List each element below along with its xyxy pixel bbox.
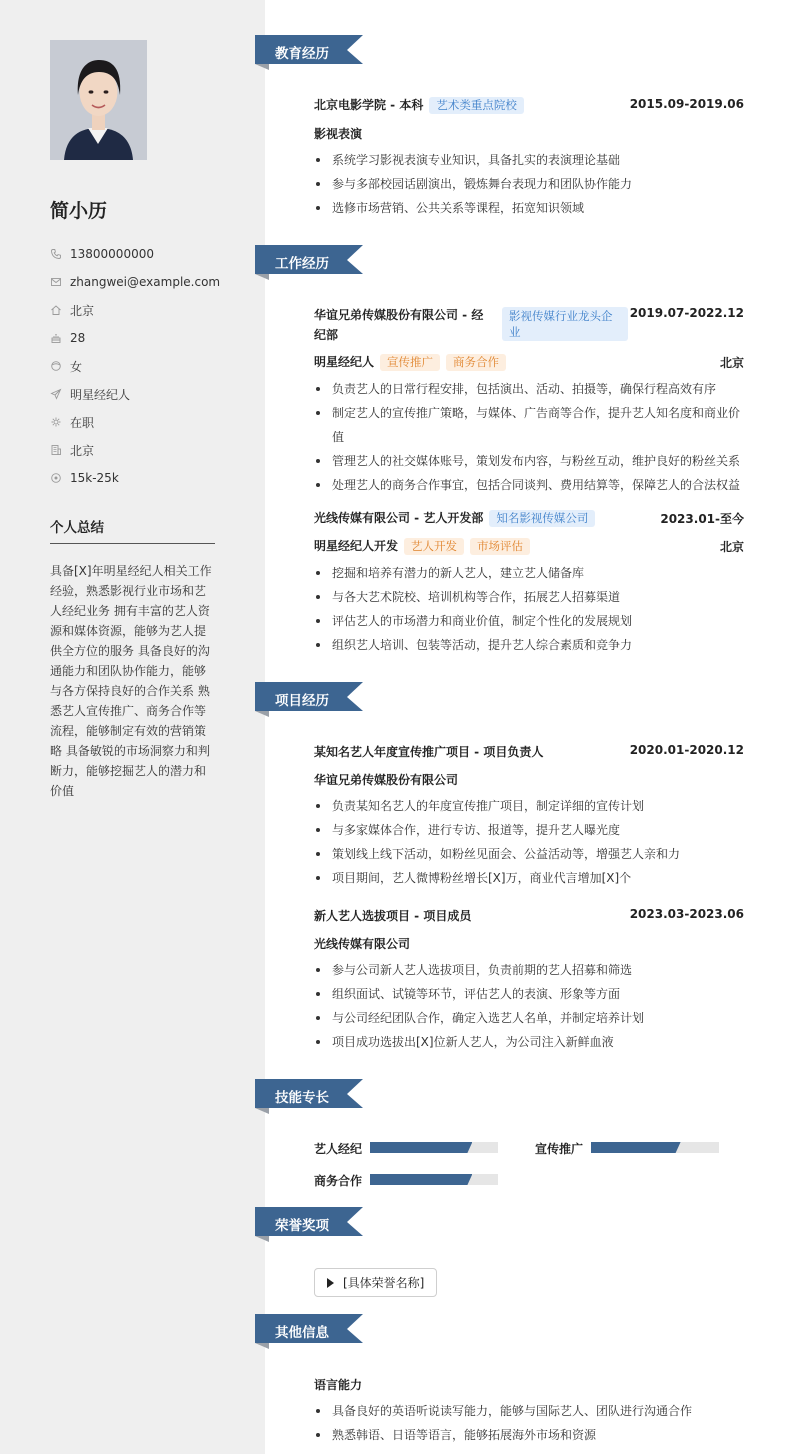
list-item: 组织艺人培训、包装等活动，提升艺人综合素质和竞争力 [314,633,744,657]
list-item: 负责某知名艺人的年度宣传推广项目，制定详细的宣传计划 [314,794,744,818]
role-tag: 宣传推广 [380,354,440,371]
summary-title: 个人总结 [50,520,104,536]
education-major: 影视表演 [314,127,363,141]
contact-gender [50,357,82,375]
status-value: 在职 [70,415,95,430]
list-item: 制定艺人的宣传推广策略，与媒体、广告商等合作，提升艺人知名度和商业价值 [314,401,744,449]
skill-fill [370,1142,472,1153]
other-title: 语言能力 [314,1378,363,1392]
list-item: 参与公司新人艺人选拔项目，负责前期的艺人招募和筛选 [314,958,744,982]
age-value: 28 [70,331,86,345]
project-2-org: 光线传媒有限公司 [314,937,411,951]
gender-value: 女 [70,359,83,374]
section-header-projects [255,682,365,724]
honor-name: [具体荣誉名称] [343,1276,425,1290]
phone-value: 13800000000 [70,247,154,261]
contact-email [50,273,220,291]
work-2-role-row [314,537,530,555]
skill-bar [591,1142,719,1153]
skill-bar [370,1142,498,1153]
email-value: zhangwei@example.com [70,275,221,289]
project-1-title: 某知名艺人年度宣传推广项目 - 项目负责人 [314,745,544,759]
home-icon [50,304,62,316]
other-bullets [314,1399,744,1447]
list-item: 管理艺人的社交媒体账号，策划发布内容，与粉丝互动，维护良好的粉丝关系 [314,449,744,473]
list-item: 组织面试、试镜等环节，评估艺人的表演、形象等方面 [314,982,744,1006]
building-icon [50,444,62,456]
age-icon [50,332,62,344]
phone-icon [50,248,62,260]
section-header-education [255,35,365,77]
contact-status [50,413,94,431]
work-1-bullets [314,377,744,497]
send-icon [50,388,62,400]
role-tag: 市场评估 [470,538,530,555]
section-title: 其他信息 [275,1325,329,1341]
project-1-org: 华谊兄弟传媒股份有限公司 [314,773,459,787]
role-tag: 商务合作 [446,354,506,371]
list-item: 选修市场营销、公共关系等课程，拓宽知识领域 [314,196,744,220]
section-header-skills [255,1079,365,1121]
salary-icon [50,472,62,484]
education-title [314,96,524,114]
section-title: 教育经历 [275,46,329,62]
list-item: 处理艺人的商务合作事宜，包括合同谈判、费用结算等，保障艺人的合法权益 [314,473,744,497]
project-2-bullets [314,958,744,1054]
work-2-role: 明星经纪人开发 [314,539,399,553]
section-title: 项目经历 [275,693,329,709]
play-icon [327,1278,334,1288]
skill-label: 宣传推广 [535,1142,584,1156]
list-item: 具备良好的英语听说读写能力，能够与国际艺人、团队进行沟通合作 [314,1399,744,1423]
list-item: 挖掘和培养有潜力的新人艺人，建立艺人储备库 [314,561,744,585]
candidate-name: 简小历 [50,200,108,222]
section-header-honors [255,1207,365,1249]
list-item: 负责艺人的日常行程安排，包括演出、活动、拍摄等，确保行程高效有序 [314,377,744,401]
skill-label: 商务合作 [314,1174,363,1188]
list-item: 与各大艺术院校、培训机构等合作，拓展艺人招募渠道 [314,585,744,609]
skill-bar [370,1174,498,1185]
list-item: 熟悉韩语、日语等语言，能够拓展海外市场和资源 [314,1423,744,1447]
education-date: 2015.09-2019.06 [629,97,744,111]
section-title: 技能专长 [275,1090,329,1106]
work-2-date: 2023.01-至今 [660,512,744,526]
list-item: 与多家媒体合作，进行专访、报道等，提升艺人曝光度 [314,818,744,842]
workplace-value: 北京 [70,443,95,458]
list-item: 评估艺人的市场潜力和商业价值，制定个性化的发展规划 [314,609,744,633]
work-2-title-row [314,509,595,527]
project-2-date: 2023.03-2023.06 [629,907,744,921]
skill-label: 艺人经纪 [314,1142,363,1156]
sidebar [0,0,265,1454]
project-1-bullets [314,794,744,890]
work-2-location: 北京 [719,540,744,554]
work-1-role-row [314,353,506,371]
section-header-other [255,1314,365,1356]
work-2-title: 光线传媒有限公司 - 艺人开发部 [314,511,484,525]
contact-workplace [50,441,94,459]
contact-age [50,329,85,347]
list-item: 项目成功选拔出[X]位新人艺人，为公司注入新鲜血液 [314,1030,744,1054]
list-item: 参与多部校园话剧演出，锻炼舞台表现力和团队协作能力 [314,172,744,196]
work-2-bullets [314,561,744,657]
section-title: 工作经历 [275,256,329,272]
work-1-tag: 影视传媒行业龙头企业 [502,307,628,341]
contact-salary [50,469,119,487]
skill-fill [370,1174,472,1185]
work-2-tag: 知名影视传媒公司 [489,510,595,527]
school-tag: 艺术类重点院校 [429,97,524,114]
contact-city [50,301,94,319]
project-2-title: 新人艺人选拔项目 - 项目成员 [314,909,472,923]
work-1-location: 北京 [719,356,744,370]
school-name: 北京电影学院 - 本科 [314,98,424,112]
list-item: 与公司经纪团队合作，确定入选艺人名单，并制定培养计划 [314,1006,744,1030]
section-header-work [255,245,365,287]
work-1-date: 2019.07-2022.12 [629,306,744,320]
summary-text: 具备[X]年明星经纪人相关工作经验，熟悉影视行业市场和艺人经纪业务 拥有丰富的艺人资源和媒体资源，能够为艺人提供全方位的服务 具备良好的沟通能力和团队协作能力，能够与各方保持良好的合作关系 熟悉艺人宣传推广、商务合作等流程，能够制定有效的营销策略 具备敏锐的市场洞察力和判断力，能够挖掘艺人的潜力和价值 [50,564,212,798]
section-title: 荣誉奖项 [275,1218,329,1234]
contact-phone [50,245,154,263]
profile-photo [50,40,147,160]
position-value: 明星经纪人 [70,387,131,402]
status-icon [50,416,62,428]
work-1-role: 明星经纪人 [314,355,375,369]
honor-item-button[interactable] [314,1268,437,1297]
list-item: 系统学习影视表演专业知识，具备扎实的表演理论基础 [314,148,744,172]
salary-value: 15k-25k [70,471,119,485]
role-tag: 艺人开发 [404,538,464,555]
list-item: 策划线上线下活动，如粉丝见面会、公益活动等，增强艺人亲和力 [314,842,744,866]
summary-divider [50,543,215,544]
work-1-title: 华谊兄弟传媒股份有限公司 - 经纪部 [314,308,484,342]
gender-icon [50,360,62,372]
contact-position [50,385,130,403]
city-value: 北京 [70,303,95,318]
skill-fill [591,1142,681,1153]
education-bullets [314,148,744,220]
list-item: 项目期间，艺人微博粉丝增长[X]万，商业代言增加[X]个 [314,866,744,890]
mail-icon [50,276,62,288]
project-1-date: 2020.01-2020.12 [629,743,744,757]
